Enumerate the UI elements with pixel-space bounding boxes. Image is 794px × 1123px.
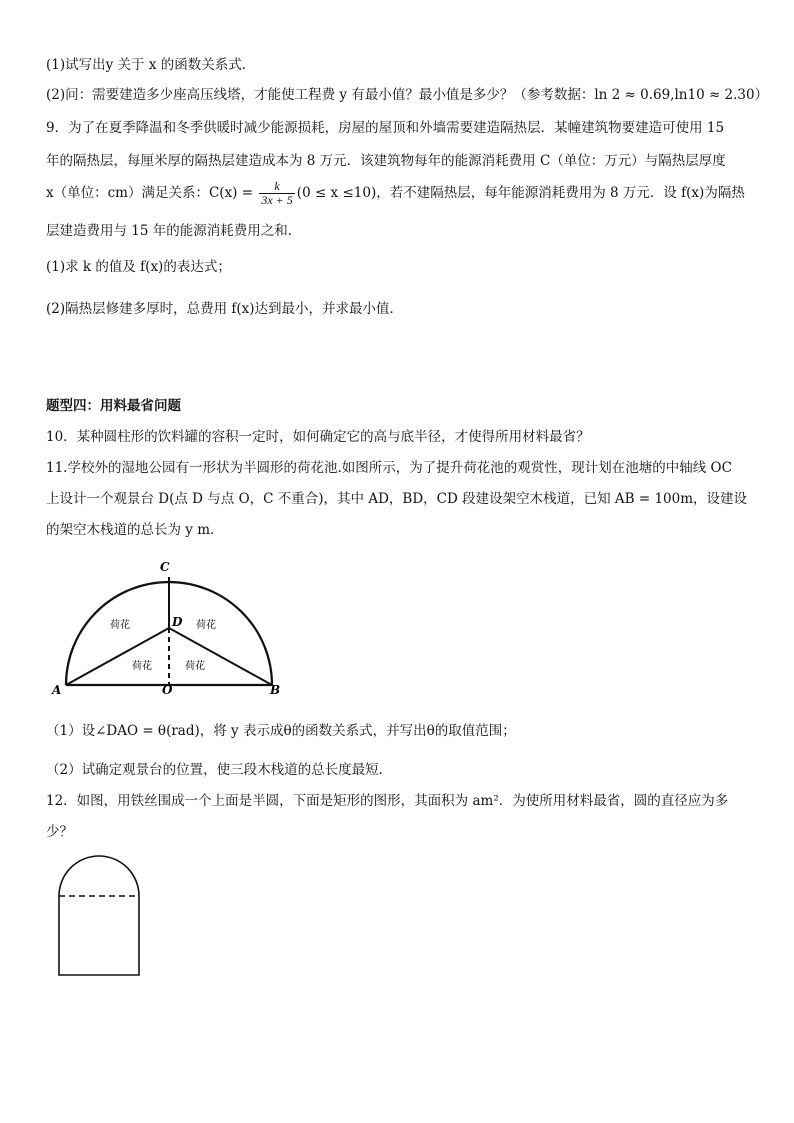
segment-ad [66,628,169,685]
q11-part2: （2）试确定观景台的位置，使三段木栈道的总长度最短． [46,762,393,778]
segment-bd [169,628,272,685]
region-label-bottom-right: 荷花 [185,661,205,672]
region-label-bottom-left: 荷花 [132,661,152,672]
region-label-right: 荷花 [196,620,216,631]
q9-text-line3 [46,178,745,208]
q9-fraction [259,180,294,207]
q8-part1: (1)试写出y 关于 x 的函数关系式． [46,57,256,73]
q12-text-line1: 12．如图，用铁丝围成一个上面是半圆，下面是矩形的图形，其面积为 am²．为使所用材料最省，圆的直径应为多 [46,793,729,809]
section-heading: 题型四：用料最省问题 [46,398,181,414]
q9-part1: (1)求 k 的值及 f(x)的表达式； [46,259,231,275]
q9-part2: (2)隔热层修建多厚时，总费用 f(x)达到最小，并求最小值． [46,301,404,317]
label-b: B [270,683,281,697]
q11-text-line2: 上设计一个观景台 D(点 D 与点 O，C 不重合)，其中 AD，BD，CD 段建设架空木栈道，已知 AB = 100m，设建设 [46,491,748,507]
figure-arch-window [55,848,155,983]
q9-text-line4: 层建造费用与 15 年的能源消耗费用之和． [46,223,302,239]
label-d: D [172,615,183,629]
q9-fraction-denominator: 3x + 5 [261,193,293,207]
q9-formula-prefix: x（单位：cm）满足关系：C(x) = [46,185,258,201]
q11-text-line1: 11.学校外的湿地公园有一形状为半圆形的荷花池.如图所示，为了提升荷花池的观赏性，现计划在池塘的中轴线 OC [46,460,732,476]
q10-text: 10．某种圆柱形的饮料罐的容积一定时，如何确定它的高与底半径，才使得所用材料最省？ [46,429,590,445]
figure-semicircle-pond [48,558,288,698]
q8-part2: (2)问：需要建造多少座高压线塔，才能使工程费 y 有最小值？最小值是多少？（参考数据：ln 2 ≈ 0.69,ln10 ≈ 2.30） [46,87,769,103]
region-label-left: 荷花 [110,620,130,631]
q9-text-line2: 年的隔热层，每厘米厚的隔热层建造成本为 8 万元．该建筑物每年的能源消耗费用 C（单位：万元）与隔热层厚度 [46,153,726,169]
q12-text-line2: 少？ [46,824,73,840]
q9-fraction-numerator: k [274,179,280,193]
label-c: C [160,560,170,574]
q11-part1: （1）设∠DAO = θ(rad)，将 y 表示成θ的函数关系式，并写出θ的取值范围； [46,723,516,739]
q11-text-line3: 的架空木栈道的总长为 y m． [46,522,224,538]
label-o: O [162,683,173,697]
q9-text-line1: 9．为了在夏季降温和冬季供暖时减少能源损耗，房屋的屋顶和外墙需要建造隔热层．某幢建筑物要建造可使用 15 [46,120,725,136]
q9-formula-suffix: (0 ≤ x ≤10)，若不建隔热层，每年能源消耗费用为 8 万元．设 f(x)为隔热 [296,185,745,201]
window-outline [59,856,139,975]
label-a: A [52,683,62,697]
